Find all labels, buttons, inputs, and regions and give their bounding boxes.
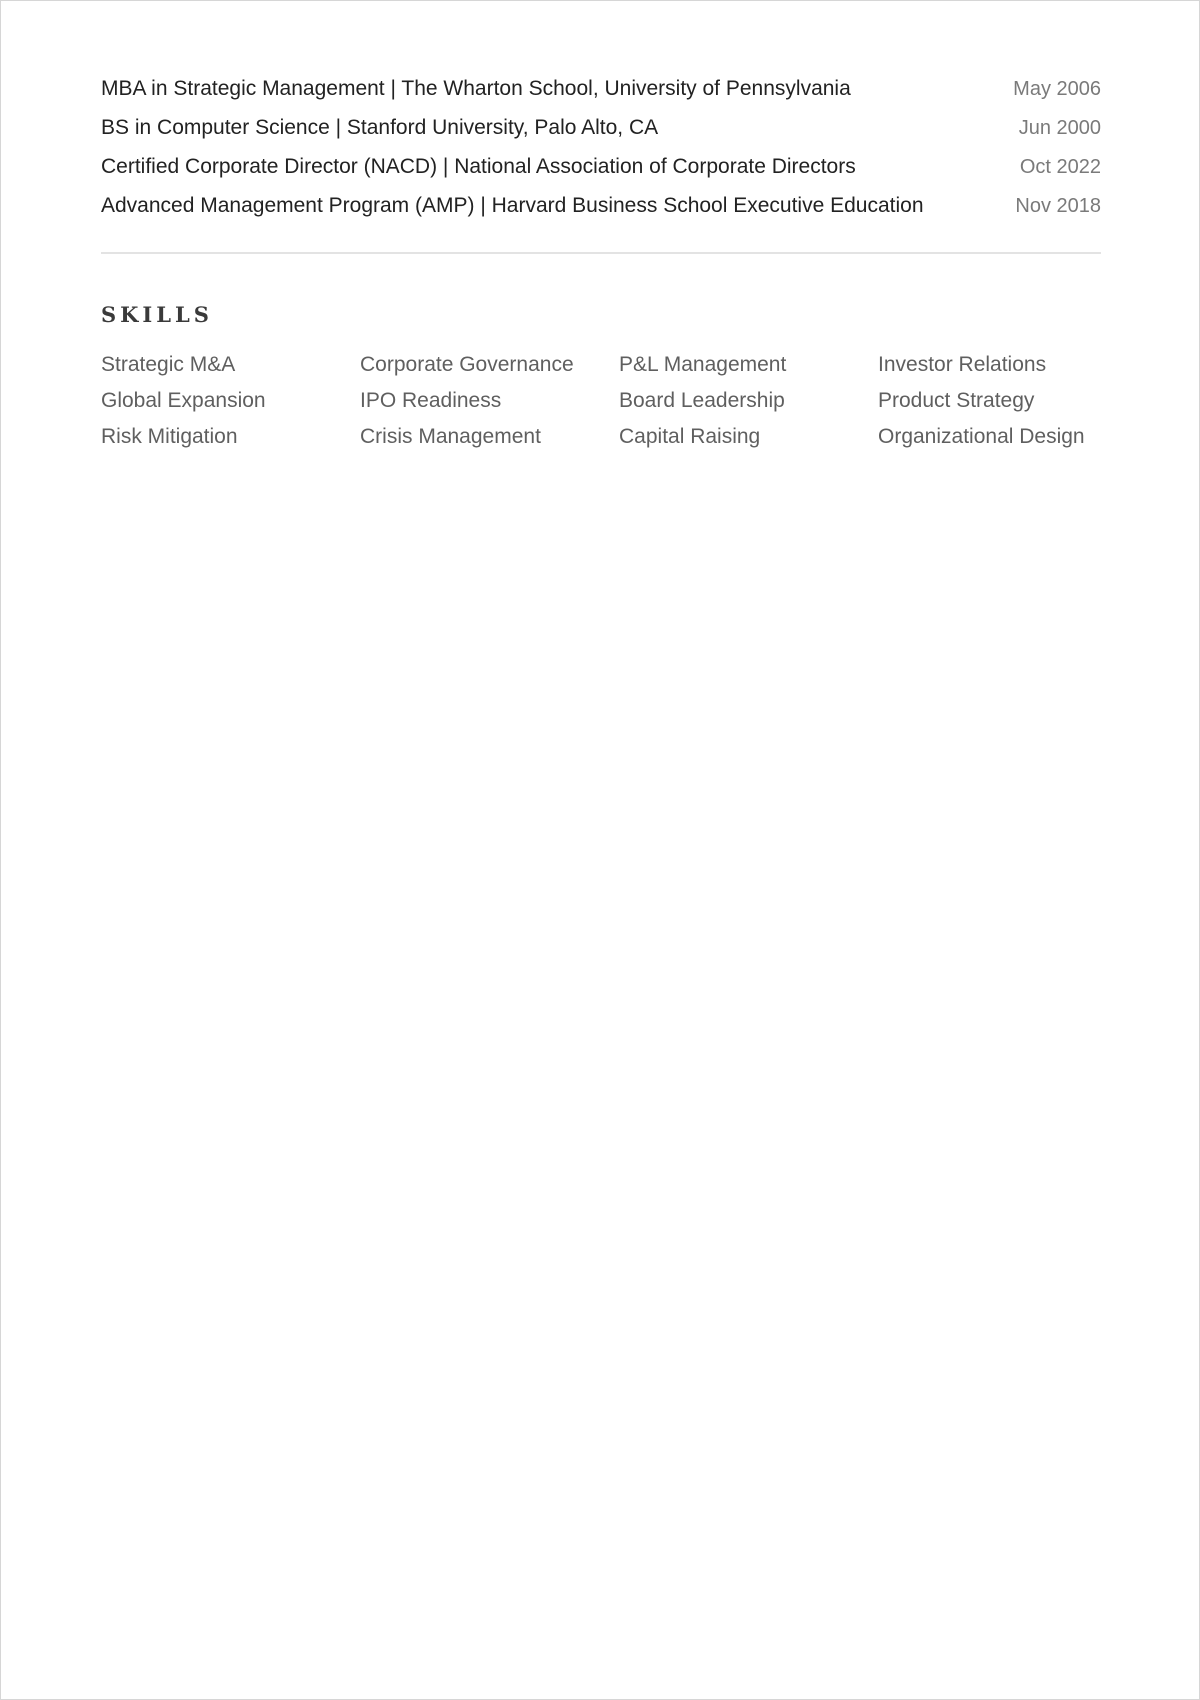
- education-entry: [101, 194, 1101, 233]
- education-title: MBA in Strategic Management | The Wharton School, University of Pennsylvania: [101, 77, 851, 100]
- skills-heading: SKILLS: [101, 302, 213, 327]
- section-divider: [101, 252, 1101, 254]
- education-entry: [101, 77, 1101, 116]
- education-date: May 2006: [1013, 78, 1101, 100]
- skill-item: Organizational Design: [878, 425, 1085, 448]
- education-date: Oct 2022: [1019, 156, 1101, 178]
- education-entry: [101, 116, 1101, 155]
- skill-item: Crisis Management: [360, 425, 541, 448]
- skill-item: Corporate Governance: [360, 353, 574, 376]
- education-title: BS in Computer Science | Stanford University, Palo Alto, CA: [101, 116, 659, 139]
- resume-content: [101, 77, 1101, 449]
- skill-item: Capital Raising: [619, 425, 761, 448]
- education-list: [101, 77, 1101, 233]
- skill-item: Strategic M&A: [101, 353, 236, 376]
- skill-item: Board Leadership: [619, 389, 785, 412]
- education-title: Certified Corporate Director (NACD) | National Association of Corporate Directors: [101, 155, 856, 178]
- education-date: Jun 2000: [1018, 117, 1101, 139]
- skill-item: Investor Relations: [878, 353, 1047, 376]
- education-title: Advanced Management Program (AMP) | Harvard Business School Executive Education: [101, 194, 924, 217]
- education-entry: [101, 155, 1101, 194]
- skill-item: Risk Mitigation: [101, 425, 238, 448]
- skills-grid: [101, 353, 1101, 449]
- skill-item: IPO Readiness: [360, 389, 502, 412]
- skill-item: Global Expansion: [101, 389, 266, 412]
- skill-item: Product Strategy: [878, 389, 1035, 412]
- education-date: Nov 2018: [1015, 195, 1101, 217]
- skill-item: P&L Management: [619, 353, 787, 376]
